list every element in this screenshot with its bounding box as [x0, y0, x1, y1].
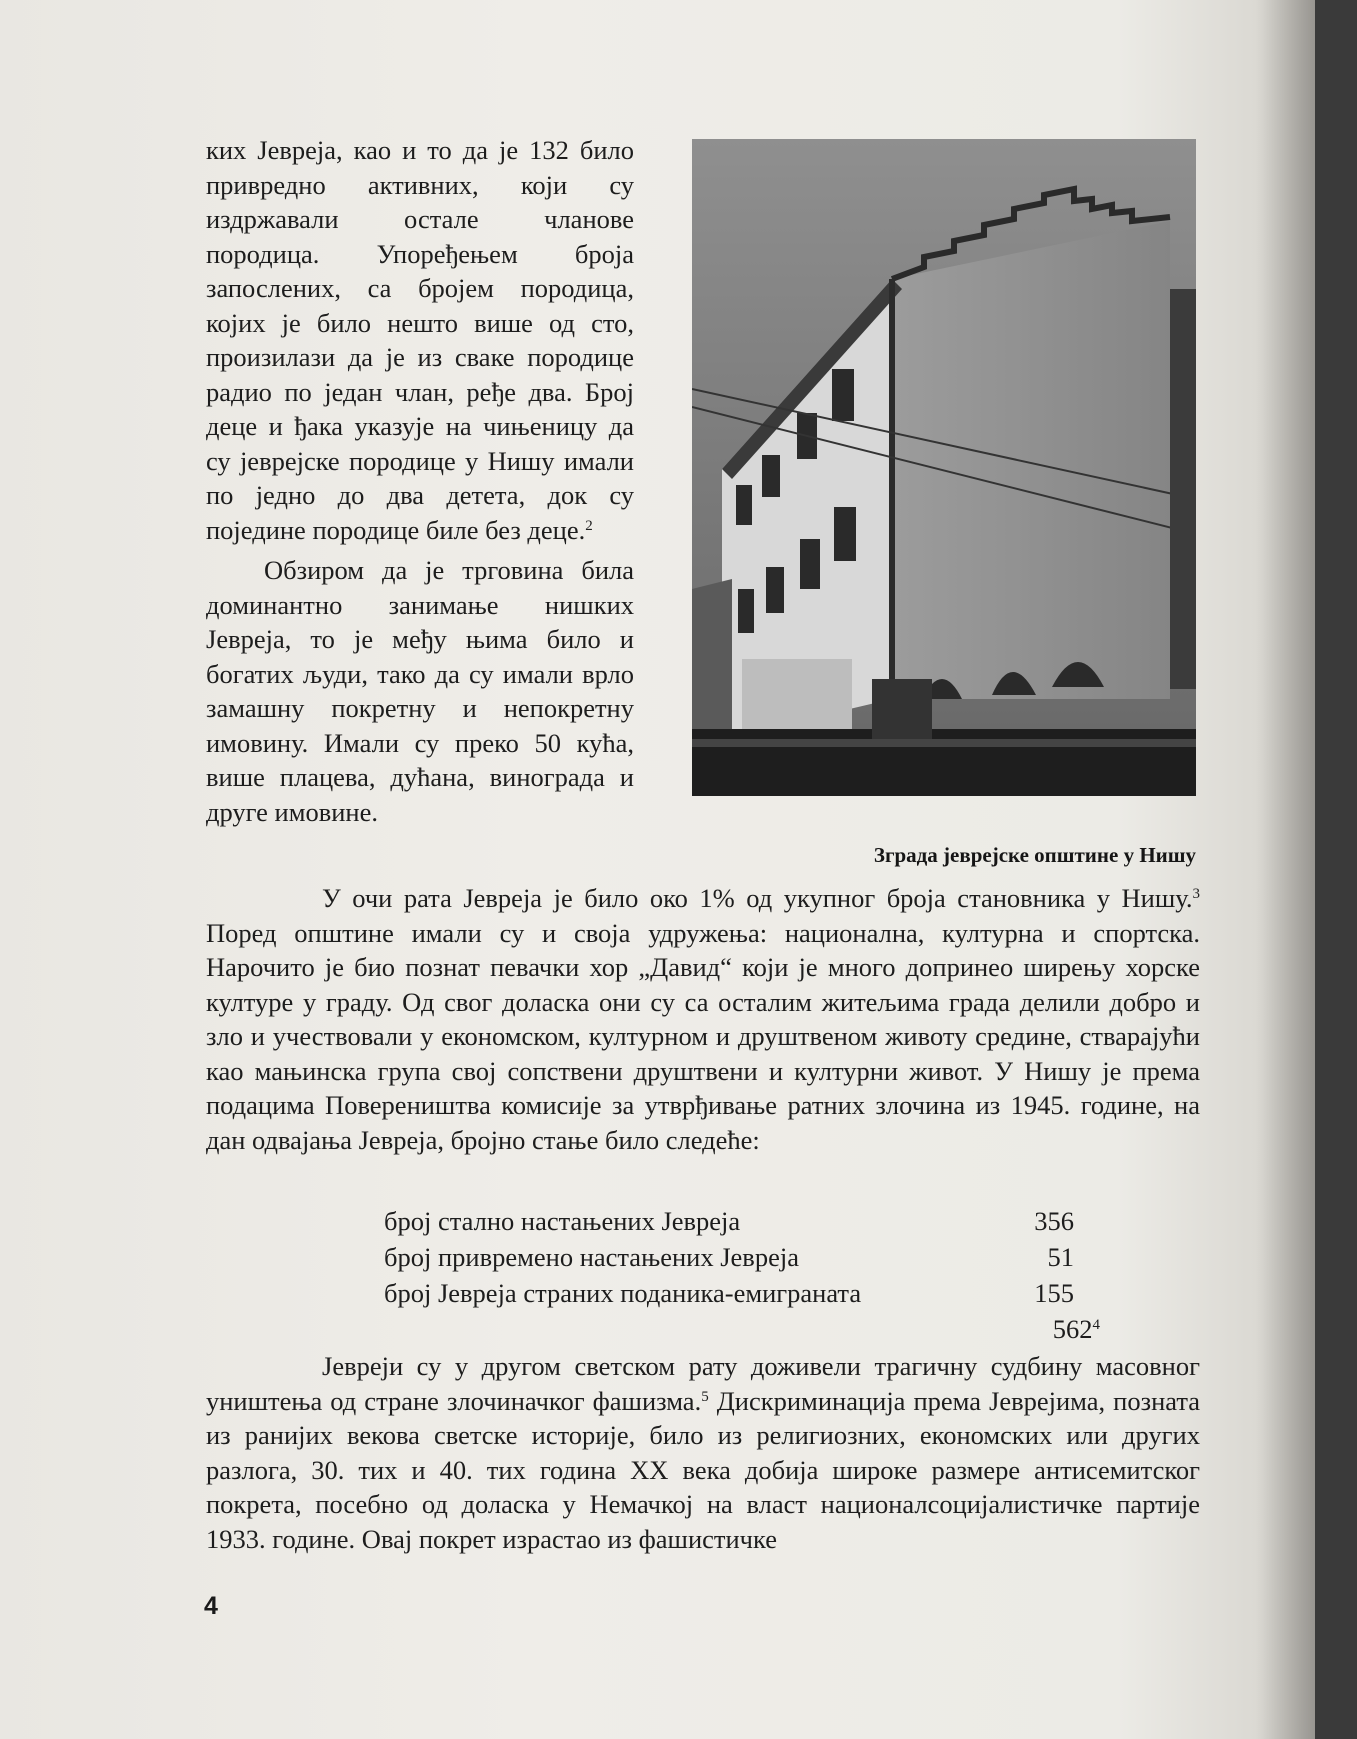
table-row — [384, 1275, 1074, 1311]
photo-caption: Зграда јеврејске општине у Нишу — [873, 843, 1196, 867]
building-photo — [692, 139, 1196, 796]
paragraph-3: У очи рата Јевреја је било око 1% од укупног броја становника у Нишу.$^3$ Поред општине имали су и своја удружења: национална, културна и спортска. Нарочито је био познат певачки хор „Давид“ који је много допринео ширењу хорске културе у граду. Од свог доласка они су са осталим житељима града делили добро и зло и учествовали у економском, културном и друштвеном животу средине, стварајући као мањинска група свој сопствени друштвени и културни живот. У Нишу је према подацима Повереништва комисије за утврђивање ратних злочина из 1945. године, на дан одвајања Јевреја, бројно стање било следеће: — [206, 883, 1200, 1155]
table-total: $562^4$ — [1052, 1314, 1100, 1344]
footnote-ref-2: 2 — [585, 517, 593, 534]
table-row — [384, 1203, 1074, 1239]
building-photo-icon — [692, 139, 1196, 796]
spine-shadow — [1255, 0, 1315, 1739]
table-row — [384, 1239, 1074, 1275]
row-value: 155 — [1034, 1278, 1074, 1308]
row-label: број Јевреја страних поданика-емиграната — [384, 1278, 862, 1308]
paragraph-4: Јевреји су у другом светском рату доживели трагичну судбину масовног уништења од стране злочиначког фашизма.$^5$ Дискриминација према Јеврејима, позната из ранијих векова светске историје, било из религиозних, економских или других разлога, 30. тих и 40. тих година XX века добија широке размере антисемитског покрета, посебно од доласка у Немачкој на власт националсоцијалистичке партије 1933. године. Овај покрет израстао из фашистичке — [206, 1351, 1200, 1554]
left-paragraph-1: ких Јевреја, као и то да је 132 било привредно активних, који су издржавали остале чланове породица. Упоређењем броја запослених, са бројем породица, којих је било нешто више од сто, произилази да је из сваке породице радио по један члан, ређе два. Број деце и ђака указује на чињеницу да су јеврејске породице у Нишу имали по једно до два детета, док су поједине породице биле без деце.$^2$ — [206, 135, 634, 545]
footnote-ref-3: 3 — [1192, 886, 1200, 902]
row-label: број привремено настањених Јевреја — [384, 1242, 799, 1272]
row-label: број стално настањених Јевреја — [384, 1206, 741, 1236]
row-value: 51 — [1047, 1242, 1074, 1272]
left-paragraph-2: Обзиром да је трговина била доминантно занимање нишких Јевреја, то је међу њима било и богатих људи, тако да су имали врло замашну покретну и непокретну имовину. Имали су преко 50 кућа, више плацева, дућана, винограда и друге имовине. — [206, 555, 634, 827]
left-column-text — [206, 133, 634, 829]
row-value: 356 — [1034, 1206, 1074, 1236]
page-number: 4 — [204, 1592, 218, 1620]
population-table — [384, 1203, 1100, 1344]
footnote-ref-5: 5 — [701, 1388, 709, 1405]
footnote-ref-4: 4 — [1092, 1317, 1100, 1333]
